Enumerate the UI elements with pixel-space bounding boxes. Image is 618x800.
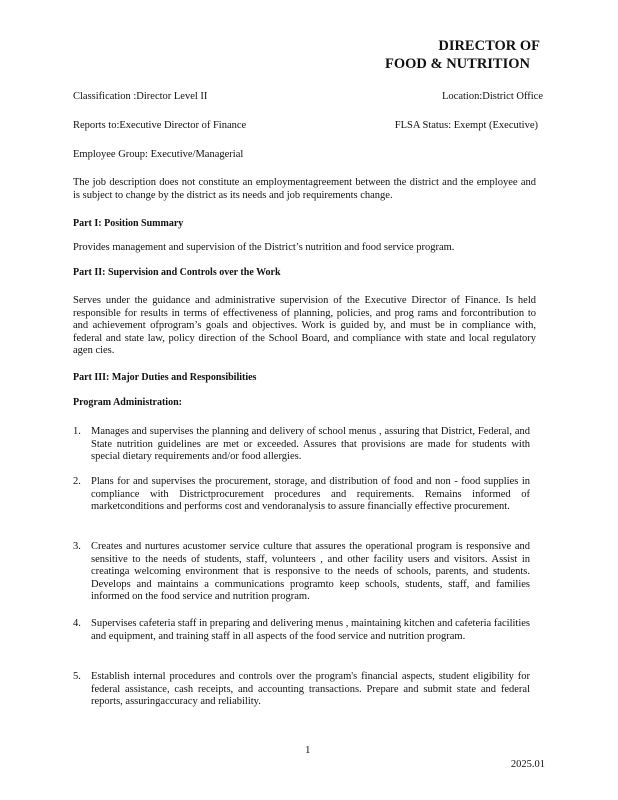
- part-1-text: Provides management and supervision of the District’s nutrition and food service program.: [73, 242, 455, 253]
- program-administration-heading: Program Administration:: [73, 397, 182, 408]
- part-2-heading: Part II: Supervision and Controls over the Work: [73, 267, 281, 278]
- disclaimer: The job description does not constitute an employmentagreement between the district and the employee and is subject to change by the district as its needs and job requirements change.: [73, 177, 536, 201]
- duty-item: [73, 426, 530, 464]
- item-number: 3.: [73, 541, 81, 552]
- meta-row-2: [73, 120, 538, 131]
- part-3-heading: Part III: Major Duties and Responsibilities: [73, 372, 257, 383]
- item-text: Supervises cafeteria staff in preparing and delivering menus , maintaining kitchen and cafeteria facilities and equipment, and training staff in all aspects of the food service and nutrition program.: [91, 618, 530, 642]
- page-number: 1: [305, 744, 311, 756]
- meta-row-1: [73, 91, 543, 102]
- part-2-text: Serves under the guidance and administrative supervision of the Executive Director of Finance. Is held responsible for results in terms of effectiveness of planning, policies, and prog rams and forcontribution to and achievement ofprogram’s goals and objectives. Work is guided by, and must be in compliance with, federal and state law, policy direction of the School Board, and compliance with state and local regulatory agen cies.: [73, 295, 536, 356]
- title-line-1: DIRECTOR OF: [438, 38, 540, 54]
- employee-group: Employee Group: Executive/Managerial: [73, 149, 244, 160]
- revision-date: 2025.01: [510, 759, 545, 770]
- item-text: Creates and nurtures acustomer service culture that assures the operational program is responsive and sensitive to the needs of students, staff, volunteers , and other facility users and visitors. Assist in creatinga welcoming environment that is responsive to the needs of schools, parents, and students. Develops and maintains a communications programto keep schools, students, staff, and families informed on the food service and nutrition program.: [91, 541, 530, 602]
- duty-item: [73, 476, 530, 514]
- item-text: Manages and supervises the planning and delivery of school menus , assuring that District, Federal, and State nutrition guidelines are met or exceeded. Assures that provisions are made for students with special dietary requirements and/or food allergies.: [91, 426, 530, 462]
- location: Location:District Office: [442, 91, 543, 102]
- item-number: 4.: [73, 618, 81, 629]
- part-1-heading: Part I: Position Summary: [73, 218, 184, 229]
- meta-row-3: [73, 149, 543, 160]
- duty-item: [73, 671, 530, 709]
- item-number: 2.: [73, 476, 81, 487]
- classification: Classification :Director Level II: [73, 91, 208, 102]
- item-text: Establish internal procedures and controls over the program's financial aspects, student eligibility for federal assistance, cash receipts, and accounting transactions. Prepare and submit state and federal reports, assuringaccuracy and reliability.: [91, 671, 530, 707]
- flsa-status: FLSA Status: Exempt (Executive): [394, 120, 538, 131]
- item-number: 1.: [73, 426, 81, 437]
- title-line-2: FOOD & NUTRITION: [384, 56, 530, 72]
- item-number: 5.: [73, 671, 81, 682]
- document-title: [385, 37, 540, 73]
- item-text: Plans for and supervises the procurement, storage, and distribution of food and non - food supplies in compliance with Districtprocurement procedures and requirements. Remains informed of marketconditions and performs cost and vendoranalysis to assure financially effective procurement.: [91, 476, 530, 512]
- duty-item: [73, 618, 530, 643]
- reports-to: Reports to:Executive Director of Finance: [73, 120, 247, 131]
- duty-item: [73, 541, 530, 604]
